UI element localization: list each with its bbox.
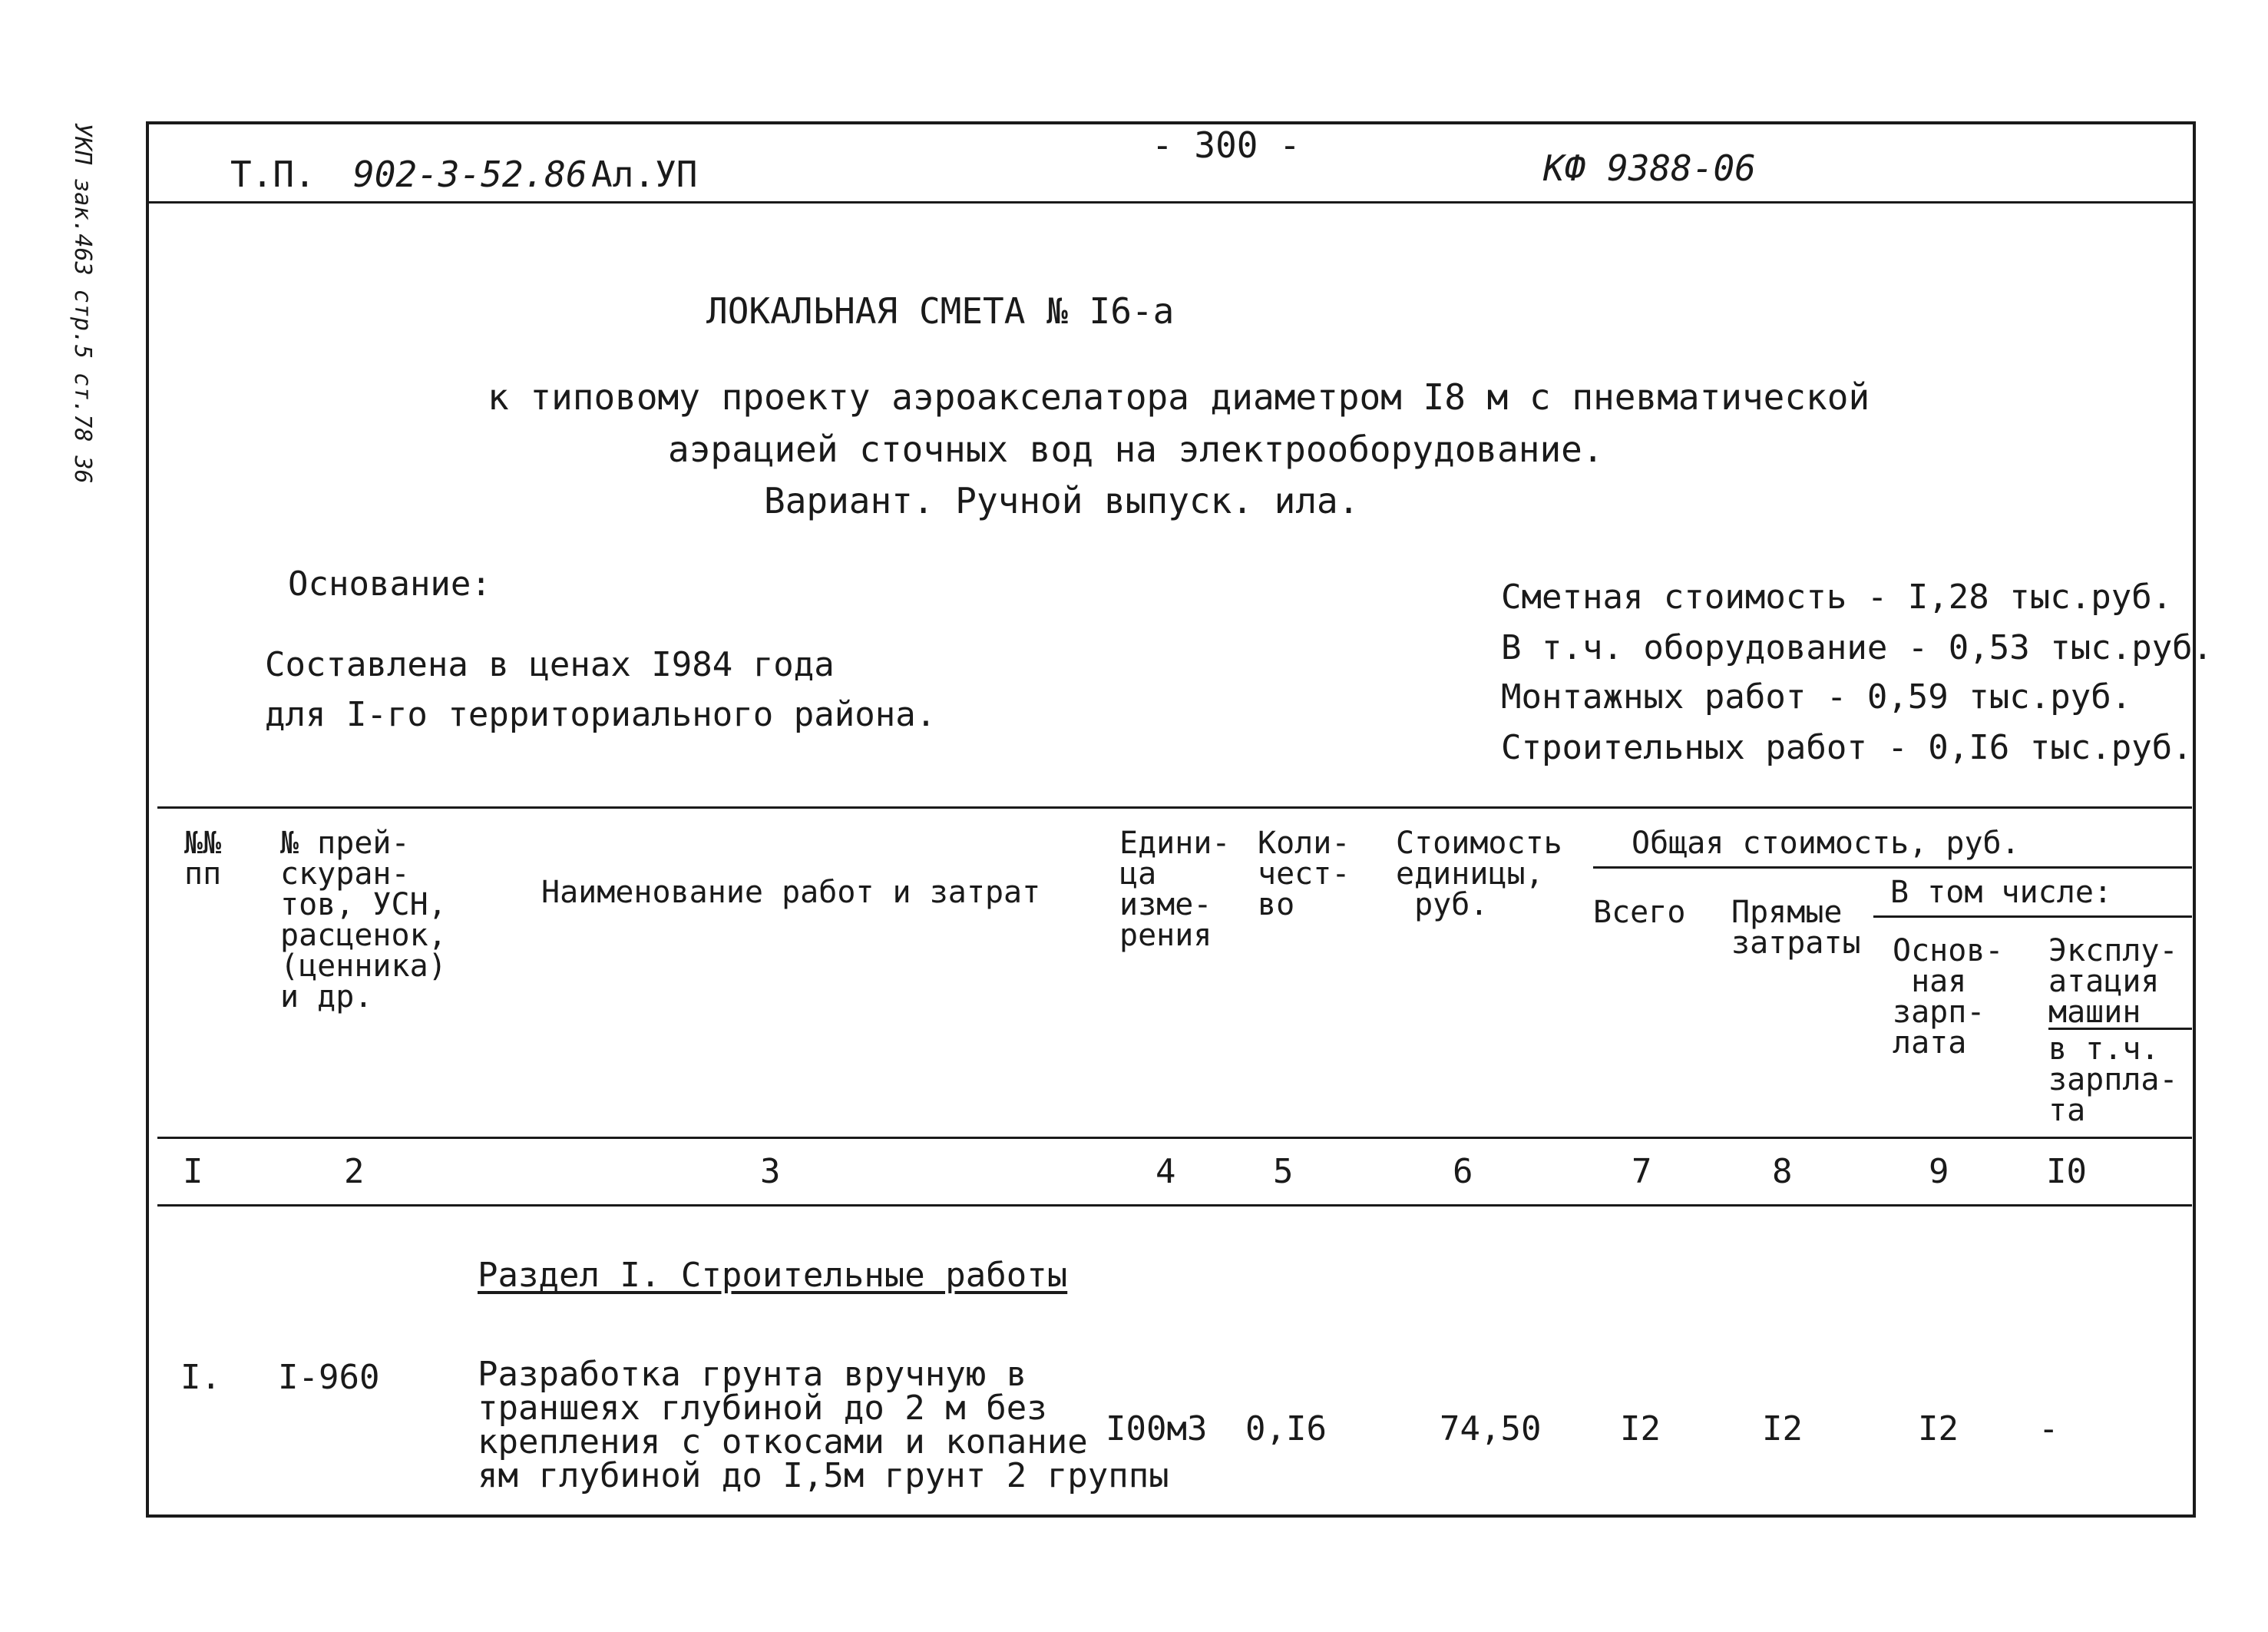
prices-line-1: Составлена в ценах I984 года [265, 645, 835, 684]
th-machines-salary: в т.ч. зарпла- та [2048, 1031, 2178, 1128]
col-number: 9 [1929, 1152, 1949, 1191]
col-number: I [183, 1152, 203, 1191]
th-row-number: №№ пп [184, 826, 222, 892]
doc-code: КФ 9388-06 [1543, 147, 1756, 189]
col-number: 4 [1155, 1152, 1176, 1191]
col-number: 6 [1453, 1152, 1473, 1191]
th-machines: Эксплу- атация машин [2048, 933, 2178, 1030]
group-underline [1593, 866, 2192, 869]
subgroup-underline [1873, 915, 2192, 918]
section-title: Раздел I. Строительные работы [478, 1256, 1068, 1295]
col-number: 2 [344, 1152, 365, 1191]
th-total: Всего [1593, 895, 1686, 930]
cost-construction: Строительных работ - 0,I6 тыс.руб. [1501, 728, 2193, 767]
th-work-name: Наименование работ и затрат [541, 875, 1041, 910]
table-top-rule [157, 806, 2192, 809]
th-unit-cost: Стоимость единицы, руб. [1396, 826, 1562, 922]
basis-label: Основание: [288, 564, 491, 604]
col-numbers-rule [157, 1204, 2192, 1207]
row-unit: I00м3 [1106, 1409, 1208, 1448]
title-line-2: аэрацией сточных вод на электрооборудование. [668, 429, 1604, 470]
page-number: - 300 - [1152, 124, 1301, 166]
row-total: I2 [1620, 1409, 1661, 1448]
row-name-line: Разработка грунта вручную в [478, 1355, 1027, 1394]
th-price-list: № прей- скуран- тов, УСН, расценок, (ценника) и др. [280, 826, 447, 1015]
row-name-line: ям глубиной до I,5м грунт 2 группы [478, 1456, 1169, 1495]
header-divider [146, 201, 2196, 204]
estimate-title: ЛОКАЛЬНАЯ СМЕТА № I6-а [706, 290, 1175, 332]
th-subgroup: В том числе: [1890, 875, 2112, 910]
col-number: 8 [1772, 1152, 1793, 1191]
th-salary: Основ- ная зарп- лата [1893, 933, 2004, 1061]
cost-equipment: В т.ч. оборудование - 0,53 тыс.руб. [1501, 628, 2213, 667]
row-machines: - [2038, 1409, 2059, 1448]
album-label: Ал.УП [591, 154, 698, 195]
title-line-3: Вариант. Ручной выпуск. ила. [764, 480, 1360, 521]
row-name-line: траншеях глубиной до 2 м без [478, 1389, 1047, 1428]
col-number: 5 [1273, 1152, 1294, 1191]
th-unit: Едини- ца изме- рения [1119, 826, 1231, 953]
header-bottom-rule [157, 1137, 2192, 1139]
col-number: 7 [1632, 1152, 1652, 1191]
row-quantity: 0,I6 [1245, 1409, 1327, 1448]
th-direct: Прямые затраты [1731, 895, 1861, 961]
margin-note: УКП зак.463 стр.5 ст.78 36 [69, 123, 96, 484]
col-number: I0 [2046, 1152, 2087, 1191]
row-name-line: крепления с откосами и копание [478, 1422, 1088, 1462]
col-number: 3 [760, 1152, 781, 1191]
tp-label: Т.П. [230, 154, 316, 195]
row-direct: I2 [1762, 1409, 1803, 1448]
cost-total: Сметная стоимость - I,28 тыс.руб. [1501, 578, 2173, 617]
th-quantity: Коли- чест- во [1258, 826, 1351, 922]
prices-line-2: для I-го территориального района. [265, 695, 937, 734]
row-number: I. [180, 1358, 221, 1397]
row-salary: I2 [1918, 1409, 1959, 1448]
cost-installation: Монтажных работ - 0,59 тыс.руб. [1501, 677, 2132, 717]
title-line-1: к типовому проекту аэроакселатора диаметром I8 м с пневматической [488, 376, 1870, 418]
row-code: I-960 [278, 1358, 380, 1397]
th-total-group: Общая стоимость, руб. [1632, 826, 2020, 861]
row-unit-cost: 74,50 [1440, 1409, 1542, 1448]
project-code: 902-3-52.86 [353, 154, 587, 195]
